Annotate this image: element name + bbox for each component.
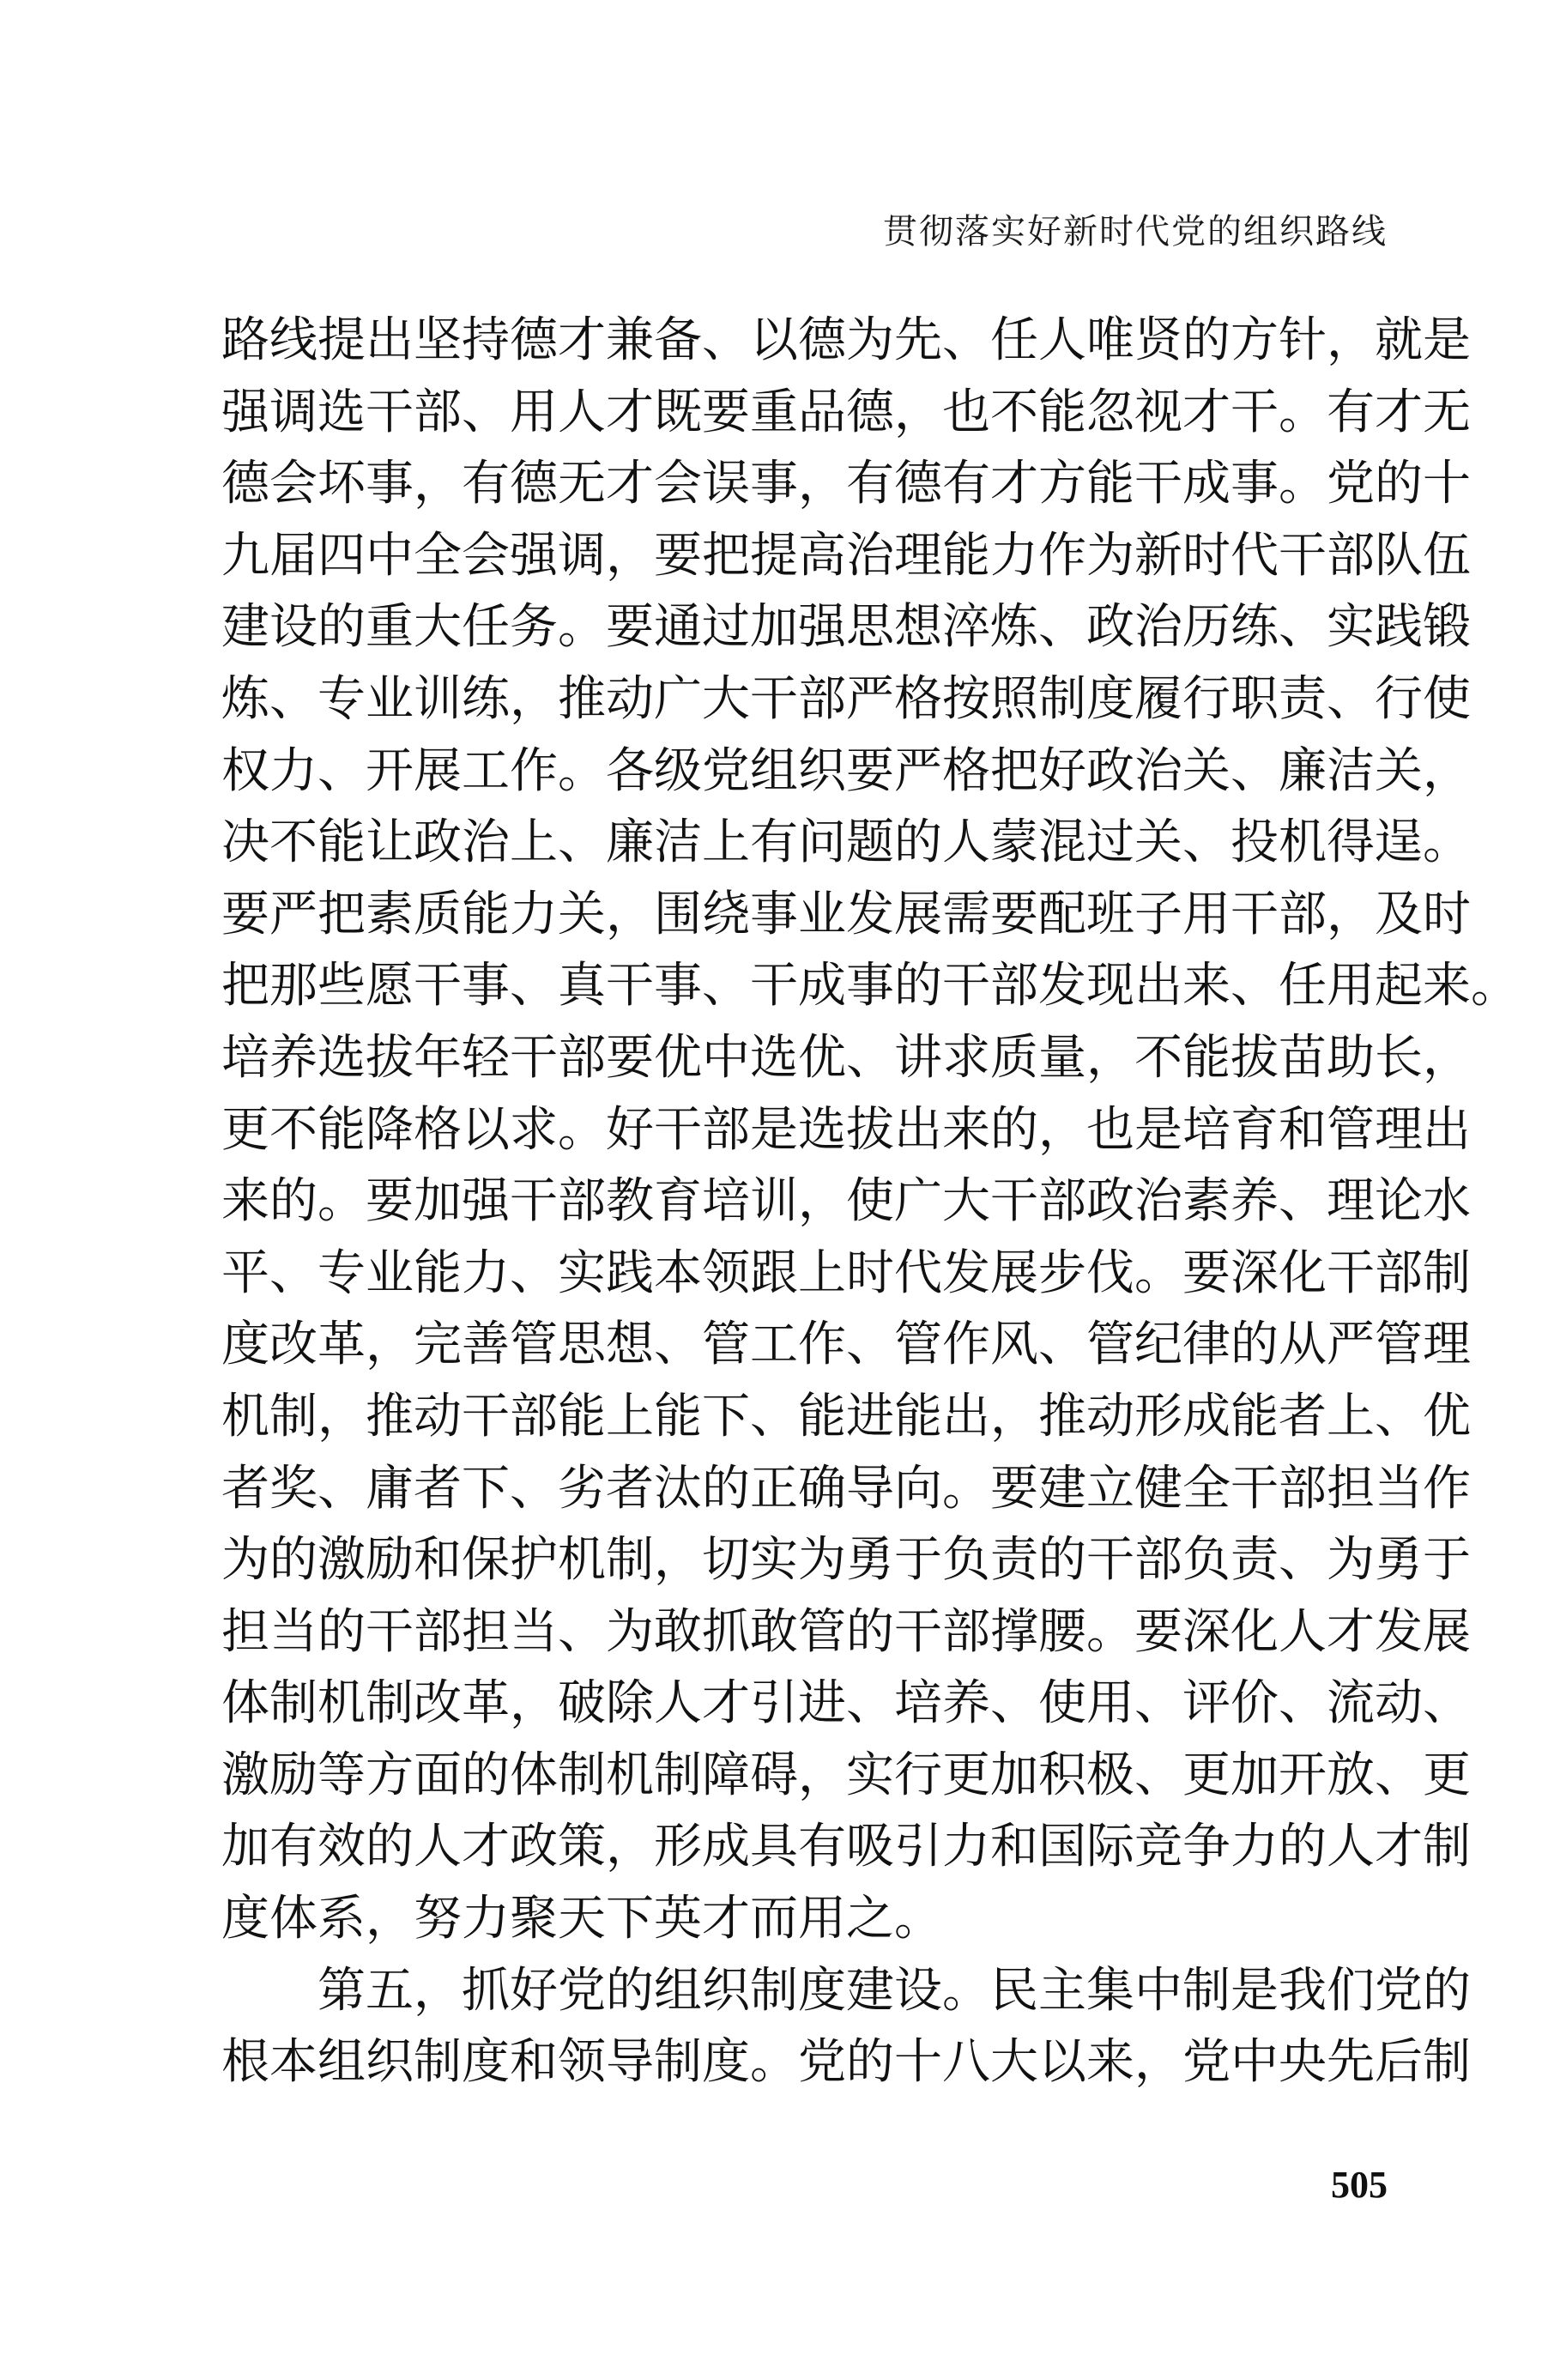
text-line: 体制机制改革，破除人才引进、培养、使用、评价、流动、: [221, 1675, 1471, 1732]
text-line: 担当的干部担当、为敢抓敢管的干部撑腰。要深化人才发展: [221, 1603, 1471, 1660]
text-line: 平、专业能力、实践本领跟上时代发展步伐。要深化干部制: [221, 1245, 1471, 1301]
text-line: 来的。要加强干部教育培训，使广大干部政治素养、理论水: [221, 1173, 1471, 1230]
text-line: 更不能降格以求。好干部是选拔出来的，也是培育和管理出: [221, 1101, 1471, 1158]
running-header: 贯彻落实好新时代党的组织路线: [883, 212, 1388, 251]
text-line: 路线提出坚持德才兼备、以德为先、任人唯贤的方针，就是: [221, 312, 1471, 368]
text-line: 要严把素质能力关，围绕事业发展需要配班子用干部，及时: [221, 886, 1471, 942]
text-line: 建设的重大任务。要通过加强思想淬炼、政治历练、实践锻: [221, 599, 1471, 656]
paragraph-start-line: 第五，抓好党的组织制度建设。民主集中制是我们党的: [317, 1962, 1471, 2019]
text-line: 机制，推动干部能上能下、能进能出，推动形成能者上、优: [221, 1388, 1471, 1444]
page-number: 505: [1331, 2164, 1388, 2206]
text-line: 把那些愿干事、真干事、干成事的干部发现出来、任用起来。: [221, 958, 1519, 1014]
text-line: 德会坏事，有德无才会误事，有德有才方能干成事。党的十: [221, 456, 1471, 512]
text-line: 度改革，完善管思想、管工作、管作风、管纪律的从严管理: [221, 1317, 1471, 1373]
text-line: 根本组织制度和领导制度。党的十八大以来，党中央先后制: [221, 2034, 1471, 2091]
text-line: 炼、专业训练，推动广大干部严格按照制度履行职责、行使: [221, 670, 1471, 727]
text-line: 培养选拔年轻干部要优中选优、讲求质量，不能拔苗助长，: [221, 1029, 1471, 1086]
text-line: 权力、开展工作。各级党组织要严格把好政治关、廉洁关，: [221, 742, 1471, 799]
text-line: 决不能让政治上、廉洁上有问题的人蒙混过关、投机得逞。: [221, 815, 1471, 871]
text-line: 激励等方面的体制机制障碍，实行更加积极、更加开放、更: [221, 1747, 1471, 1803]
text-line: 者奖、庸者下、劣者汰的正确导向。要建立健全干部担当作: [221, 1460, 1471, 1517]
text-line: 强调选干部、用人才既要重品德，也不能忽视才干。有才无: [221, 384, 1471, 440]
body-text: [221, 305, 1519, 2098]
paragraph-end-line: 度体系，努力聚天下英才而用之。: [221, 1891, 942, 1947]
text-line: 加有效的人才政策，形成具有吸引力和国际竞争力的人才制: [221, 1819, 1471, 1875]
text-line: 九届四中全会强调，要把提高治理能力作为新时代干部队伍: [221, 527, 1471, 584]
text-line: 为的激励和保护机制，切实为勇于负责的干部负责、为勇于: [221, 1532, 1471, 1589]
